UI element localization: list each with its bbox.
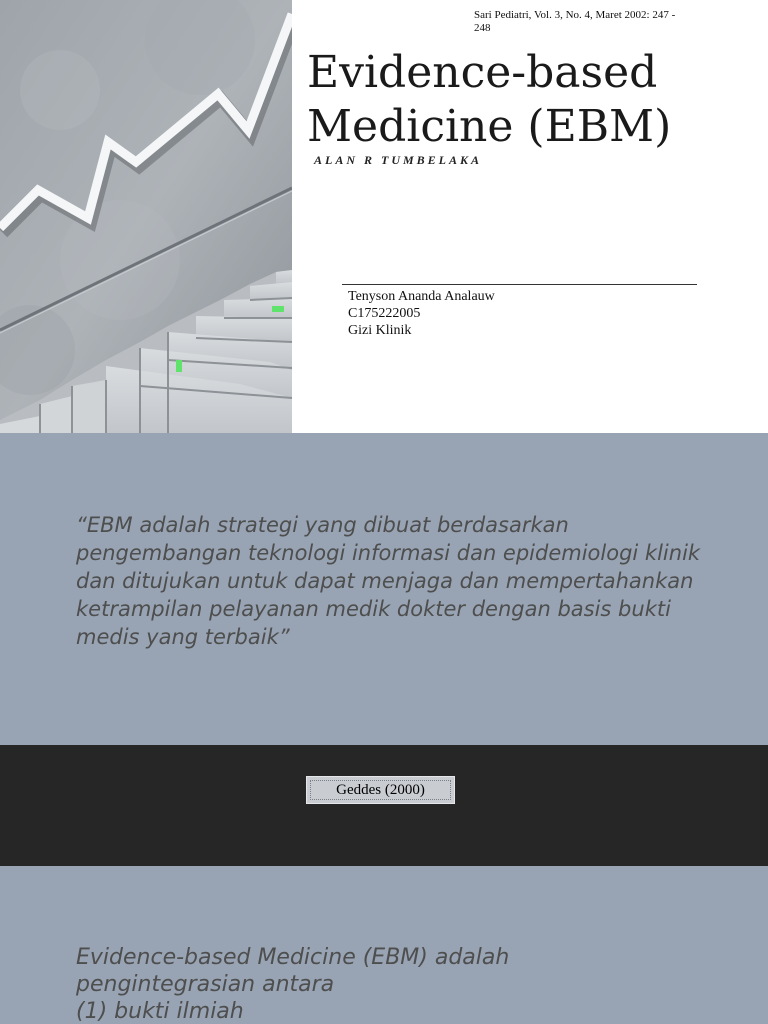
presenter-program: Gizi Klinik bbox=[348, 323, 412, 338]
source-band bbox=[0, 745, 768, 866]
author-name: ALAN R TUMBELAKA bbox=[314, 153, 483, 167]
title-line-1: Evidence-based bbox=[307, 47, 658, 98]
citation: Sari Pediatri, Vol. 3, No. 4, Maret 2002: 247 - 248 bbox=[474, 9, 676, 34]
definition-line-1: Evidence-based Medicine (EBM) adalah bbox=[76, 945, 510, 970]
source-label: Geddes (2000) bbox=[310, 780, 451, 800]
source-box bbox=[306, 776, 455, 804]
definition-line-2: pengintegrasian antara bbox=[76, 972, 335, 997]
ebm-quote: “EBM adalah strategi yang dibuat berdasarkan pengembangan teknologi informasi dan epidemiologi klinik dan ditujukan untuk dapat menjaga dan mempertahankan ketrampilan pelayanan medik dokter dengan basis bukti medis yang terbaik” bbox=[76, 513, 701, 649]
slide-title bbox=[307, 46, 757, 154]
staircase-chart-image bbox=[0, 0, 292, 433]
definition-slide bbox=[0, 866, 768, 1024]
definition-line-3: (1) bukti ilmiah bbox=[76, 999, 244, 1024]
title-line-2: Medicine (EBM) bbox=[307, 101, 672, 152]
title-slide bbox=[0, 0, 768, 433]
divider bbox=[342, 284, 697, 285]
presenter-id: C175222005 bbox=[348, 306, 421, 321]
presenter-info bbox=[348, 288, 495, 339]
quote-slide bbox=[0, 433, 768, 866]
ebm-definition bbox=[76, 944, 716, 1024]
presenter-name: Tenyson Ananda Analauw bbox=[348, 289, 495, 304]
